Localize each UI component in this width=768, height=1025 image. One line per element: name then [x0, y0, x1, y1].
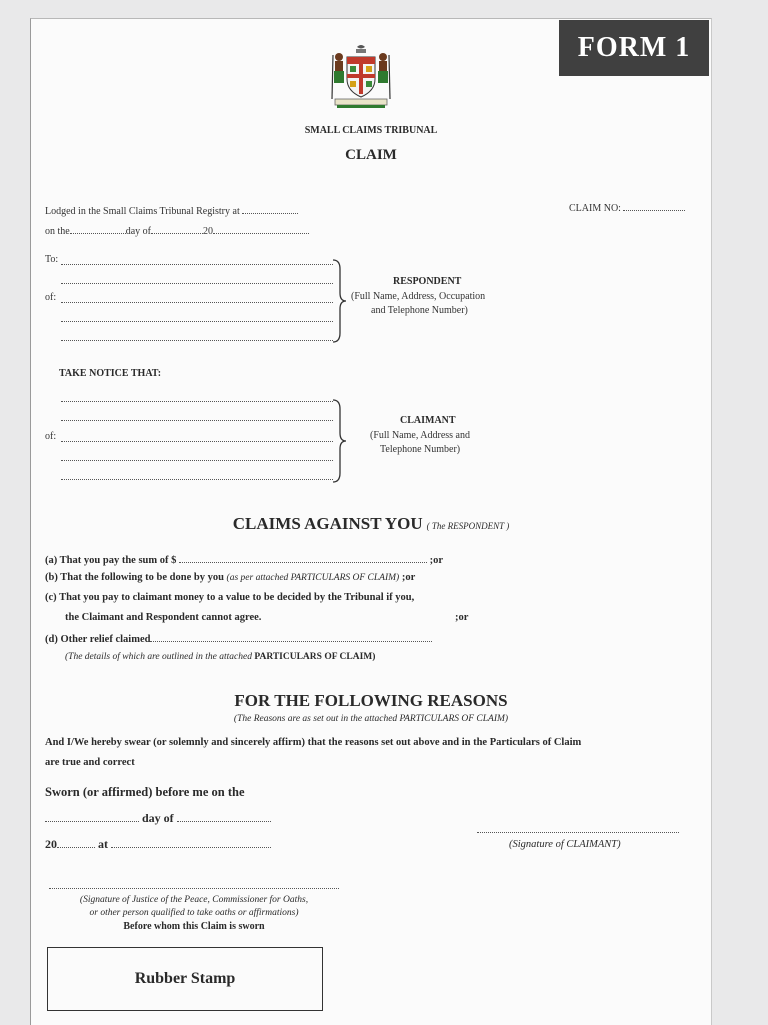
respondent-line-5-field[interactable] — [61, 340, 333, 341]
claimant-signature-label: (Signature of CLAIMANT) — [509, 839, 621, 850]
claim-number-field[interactable] — [623, 201, 685, 211]
reasons-heading: FOR THE FOLLOWING REASONS — [234, 691, 508, 710]
claim-c-suffix: ;or — [455, 612, 469, 623]
jp-signature-field[interactable] — [49, 888, 339, 889]
sworn-day-of-label: day of — [142, 811, 174, 825]
claims-details-text: (The details of which are outlined in the attached — [65, 652, 252, 662]
claimant-of-label: of: — [45, 431, 57, 442]
claim-b-line — [45, 572, 415, 583]
claim-d-label: (d) Other relief claimed — [45, 634, 151, 645]
lodged-year-field[interactable] — [213, 224, 309, 234]
claim-b-note: (as per attached PARTICULARS OF CLAIM) — [226, 573, 400, 583]
claims-heading-row — [31, 514, 711, 534]
lodged-date-line — [45, 224, 309, 237]
respondent-brace — [331, 259, 347, 343]
jp-signature-label-1: (Signature of Justice of the Peace, Commissioner for Oaths, — [79, 895, 309, 905]
claim-c-line1: (c) That you pay to claimant money to a value to be decided by the Tribunal if you, — [45, 592, 415, 603]
respondent-desc-line1: (Full Name, Address, Occupation — [351, 291, 486, 302]
sworn-year-field[interactable] — [57, 838, 95, 848]
claimant-brace — [331, 399, 347, 483]
on-the-label: on the — [45, 226, 70, 237]
sworn-label: Sworn (or affirmed) before me on the — [45, 785, 245, 799]
sworn-at-label: at — [98, 837, 108, 851]
claim-form-page — [30, 18, 712, 1025]
rubber-stamp-label: Rubber Stamp — [134, 970, 236, 987]
sworn-day-line — [45, 811, 271, 826]
sworn-month-field[interactable] — [177, 812, 271, 822]
lodged-day-field[interactable] — [70, 224, 126, 234]
sworn-year-line — [45, 837, 271, 852]
claimant-desc-line2: Telephone Number) — [380, 444, 461, 455]
respondent-of-label: of: — [45, 292, 57, 303]
claimant-line-5-field[interactable] — [61, 479, 333, 480]
claimant-line-2-field[interactable] — [61, 420, 333, 421]
lodged-registry-label: Lodged in the Small Claims Tribunal Registry at — [45, 206, 240, 217]
respondent-line-4-field[interactable] — [61, 321, 333, 322]
respondent-title: RESPONDENT — [393, 276, 462, 287]
claim-a-line — [45, 553, 443, 566]
respondent-desc-line2: and Telephone Number) — [371, 305, 468, 316]
sworn-year-prefix: 20 — [45, 837, 57, 851]
swear-line-2: are true and correct — [45, 757, 135, 768]
claim-d-line — [45, 632, 432, 645]
claimant-name-field[interactable] — [61, 401, 333, 402]
respondent-address-field[interactable] — [61, 302, 333, 303]
claim-c-line2: the Claimant and Respondent cannot agree. — [65, 612, 262, 623]
day-of-label: day of — [125, 226, 151, 237]
sworn-day-field[interactable] — [45, 812, 139, 822]
claimant-signature-field[interactable] — [477, 832, 679, 833]
claimant-address-field[interactable] — [61, 441, 333, 442]
claims-details-bold: PARTICULARS OF CLAIM) — [254, 652, 376, 662]
tribunal-name: SMALL CLAIMS TRIBUNAL — [304, 125, 438, 136]
claim-a-suffix: ;or — [429, 555, 444, 566]
jp-signature-label-2: or other person qualified to take oaths or affirmations) — [89, 908, 299, 918]
swear-line-1: And I/We hereby swear (or solemnly and sincerely affirm) that the reasons set out above and in the Particulars of Claim — [45, 737, 582, 748]
claim-b-label: (b) That the following to be done by you — [45, 572, 224, 583]
reasons-note: (The Reasons are as set out in the attached PARTICULARS OF CLAIM) — [233, 714, 509, 724]
year-prefix-label: 20 — [203, 226, 213, 237]
rubber-stamp-box — [47, 947, 323, 1011]
respondent-name-field[interactable] — [61, 264, 333, 265]
coat-of-arms-emblem — [329, 43, 393, 111]
claimant-line-4-field[interactable] — [61, 460, 333, 461]
claim-number-line — [569, 201, 685, 214]
take-notice-label: TAKE NOTICE THAT: — [59, 368, 162, 379]
claimant-title: CLAIMANT — [400, 415, 456, 426]
claim-d-relief-field[interactable] — [150, 632, 432, 642]
lodged-registry-line — [45, 204, 298, 217]
form-number-tag: FORM 1 — [559, 20, 709, 76]
registry-location-field[interactable] — [242, 204, 298, 214]
claim-b-suffix: ;or — [401, 572, 416, 583]
claim-a-amount-field[interactable] — [179, 553, 427, 563]
respondent-line-2-field[interactable] — [61, 283, 333, 284]
document-title: CLAIM — [345, 147, 397, 163]
claim-number-label: CLAIM NO: — [569, 203, 621, 214]
claimant-desc-line1: (Full Name, Address and — [370, 430, 470, 441]
to-label: To: — [45, 254, 59, 265]
sworn-place-field[interactable] — [111, 838, 271, 848]
claim-a-label: (a) That you pay the sum of $ — [45, 555, 177, 566]
claims-heading-note: ( The RESPONDENT ) — [426, 521, 510, 531]
claims-heading: CLAIMS AGAINST YOU — [232, 514, 423, 533]
lodged-month-field[interactable] — [151, 224, 203, 234]
claims-details-note — [65, 652, 375, 662]
jp-signature-label-3: Before whom this Claim is sworn — [123, 921, 265, 932]
